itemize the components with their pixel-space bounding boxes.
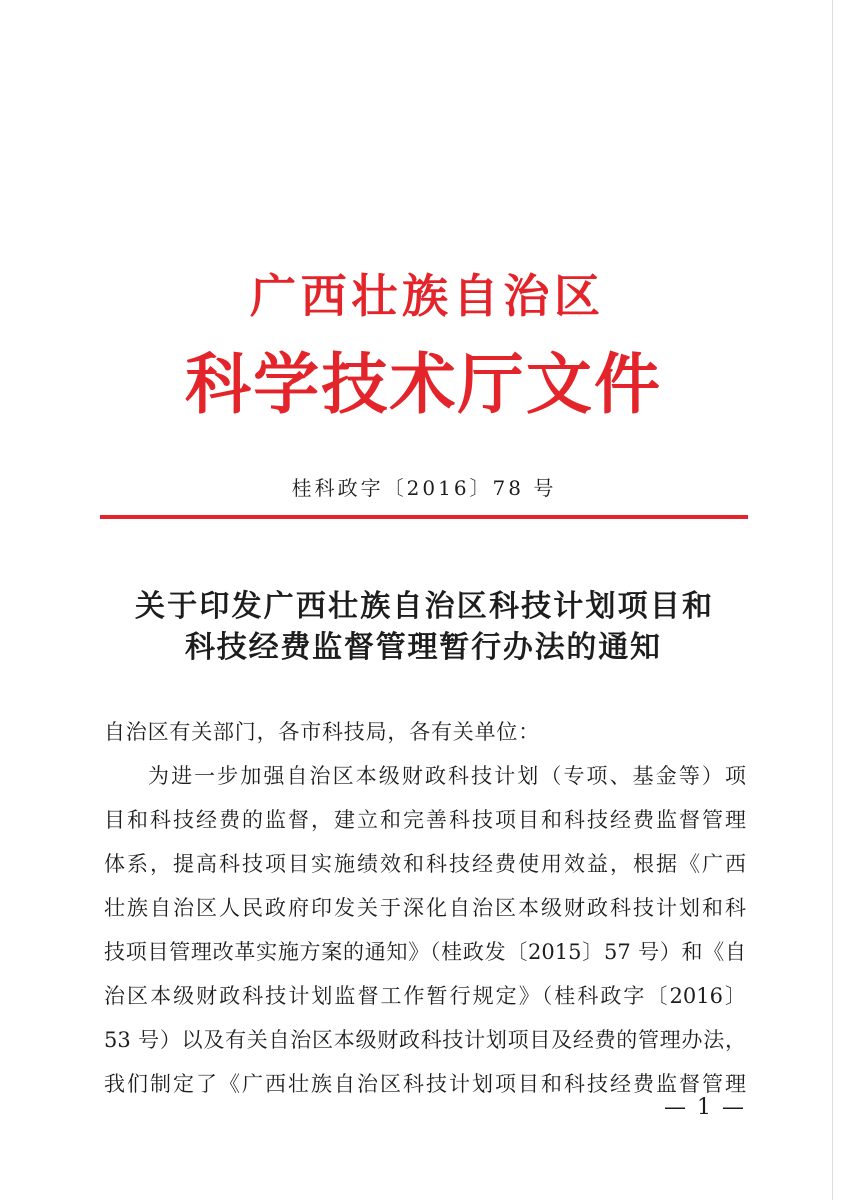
- body-line: 53 号）以及有关自治区本级财政科技计划项目及经费的管理办法，: [104, 1028, 746, 1052]
- body-paragraph: [104, 754, 746, 1106]
- body-line: 目和科技经费的监督，建立和完善科技项目和科技经费监督管理: [104, 808, 746, 832]
- body-line: 我们制定了《广西壮族自治区科技计划项目和科技经费监督管理: [104, 1072, 746, 1096]
- notice-title-line-2: 科技经费监督管理暂行办法的通知: [185, 630, 660, 665]
- issuer-department-heading: 科学技术厅文件: [185, 345, 660, 423]
- notice-title-line-1: 关于印发广西壮族自治区科技计划项目和: [135, 589, 712, 624]
- issuer-region-heading: 广西壮族自治区: [250, 269, 600, 323]
- scan-edge-line: [832, 0, 833, 1200]
- body-line: 治区本级财政科技计划监督工作暂行规定》（桂科政字〔2016〕: [104, 984, 746, 1008]
- red-divider-rule: [100, 515, 748, 519]
- body-line: 壮族自治区人民政府印发关于深化自治区本级财政科技计划和科: [104, 896, 746, 920]
- salutation: 自治区有关部门，各市科技局，各有关单位：: [104, 720, 540, 744]
- document-number: 桂科政字〔2016〕78 号: [291, 476, 557, 500]
- body-line: 为进一步加强自治区本级财政科技计划（专项、基金等）项: [148, 764, 746, 788]
- page-number: — 1 —: [664, 1095, 746, 1120]
- body-line: 体系，提高科技项目实施绩效和科技经费使用效益，根据《广西: [104, 852, 746, 876]
- body-line: 技项目管理改革实施方案的通知》（桂政发〔2015〕57 号）和《自: [104, 940, 746, 964]
